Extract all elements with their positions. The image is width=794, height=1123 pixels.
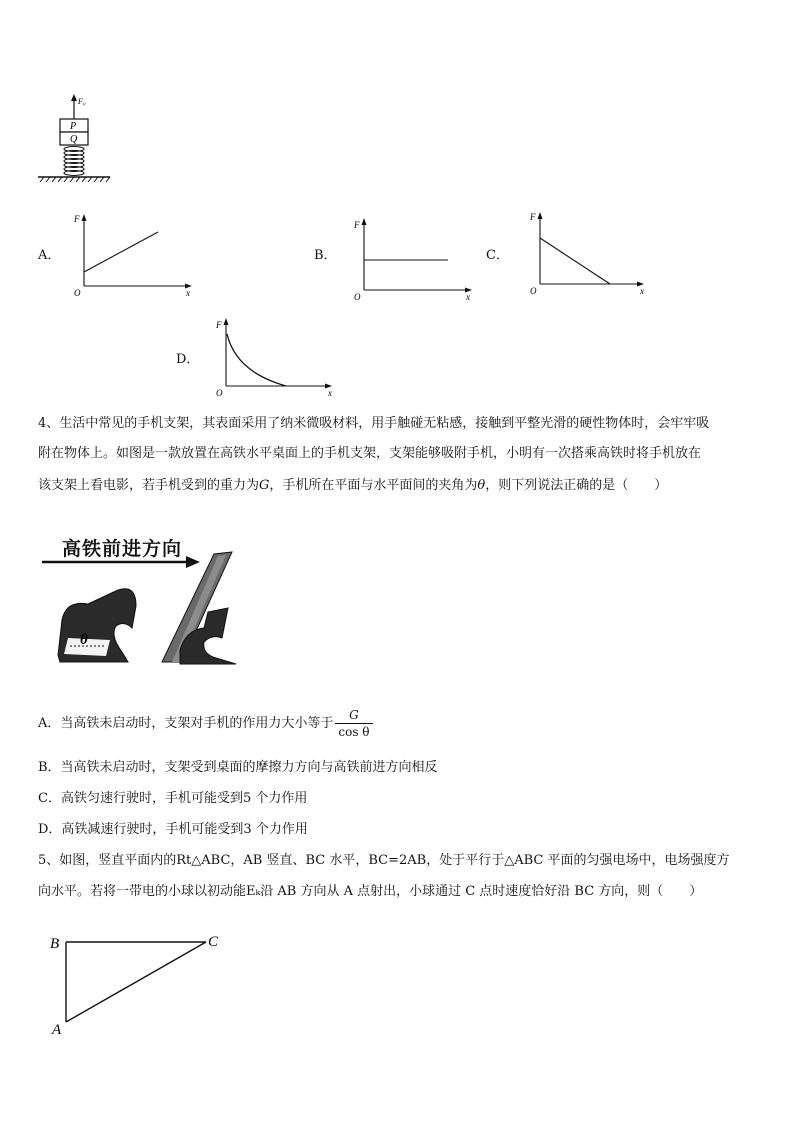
stand-angle-label: θ — [80, 632, 88, 648]
q4-option-b[interactable]: B．当高铁未启动时，支架受到桌面的摩擦力方向与高铁前进方向相反 — [38, 760, 438, 775]
q4-line-2: 附在物体上。如图是一款放置在高铁水平桌面上的手机支架，支架能够吸附手机，小明有一次搭乘高铁时将手机放在 — [38, 446, 702, 461]
fraction-numerator: G — [335, 707, 372, 724]
origin-label: O — [530, 286, 537, 294]
q4-line-1: 4、生活中常见的手机支架，其表面采用了纳米微吸材料，用手触碰无粘感，接触到平整光滑的硬性物体时，会牢牢吸 — [38, 416, 710, 431]
q4-option-d[interactable]: D．高铁减速行驶时，手机可能受到3 个力作用 — [38, 822, 308, 837]
origin-label: O — [74, 288, 81, 298]
x-label: x — [466, 292, 470, 300]
graph-line — [84, 232, 158, 272]
y-axis-arrow — [538, 212, 543, 219]
y-axis-arrow — [82, 214, 87, 221]
option-b-graph — [346, 214, 476, 300]
option-c-letter: C． — [486, 248, 509, 263]
vertex-b-label: B — [50, 936, 60, 952]
spring-blocks-figure — [30, 92, 120, 184]
y-axis-arrow — [224, 318, 229, 325]
q4-figure-title: 高铁前进方向 — [62, 538, 183, 560]
q4-gravity-symbol: G — [259, 478, 270, 493]
origin-label: O — [216, 388, 223, 398]
x-label: x — [640, 286, 644, 294]
q4-option-c[interactable]: C．高铁匀速行驶时，手机可能受到5 个力作用 — [38, 791, 308, 806]
option-a-letter: A． — [38, 248, 61, 263]
spring-coil — [64, 147, 84, 176]
graph-line — [540, 238, 610, 284]
vertex-c-label: C — [208, 934, 219, 950]
q4-line-3 — [38, 472, 667, 500]
direction-arrow-head — [186, 556, 200, 568]
option-b-letter: B． — [314, 248, 337, 263]
origin-label: O — [354, 292, 361, 300]
y-label: F — [354, 220, 360, 230]
force-label: F₀ — [78, 97, 86, 106]
q5-line-1: 5、如图，竖直平面内的Rt△ABC，AB 竖直、BC 水平，BC=2AB，处于平行于△ABC 平面的匀强电场中，电场强度方 — [38, 853, 730, 868]
y-label: F — [216, 320, 222, 330]
graph-curve — [227, 334, 286, 386]
q4-theta-symbol: θ — [477, 478, 486, 493]
option-d-letter: D． — [176, 352, 200, 367]
x-label: x — [186, 288, 190, 298]
option-c-graph — [522, 208, 652, 294]
side-ac — [66, 942, 206, 1022]
triangle-abc-figure — [40, 924, 240, 1044]
q4-line-3-a: 该支架上看电影，若手机受到的重力为 — [38, 478, 260, 493]
q4-option-a-fraction — [335, 707, 372, 740]
block-q-label: Q — [70, 134, 78, 145]
q4-option-a[interactable] — [38, 706, 373, 742]
y-label: F — [530, 212, 536, 222]
force-arrow-head — [71, 94, 77, 101]
phone-stand-figure — [40, 550, 250, 670]
vertex-a-label: A — [52, 1022, 62, 1038]
y-label: F — [74, 214, 80, 224]
x-label: x — [328, 388, 332, 398]
option-a-graph — [68, 212, 198, 298]
q4-option-a-text: A．当高铁未启动时，支架对手机的作用力大小等于 — [38, 716, 334, 731]
q5-line-2: 向水平。若将一带电的小球以初动能Eₖ沿 AB 方向从 A 点射出，小球通过 C 点时速度恰好沿 BC 方向，则（ ） — [38, 884, 703, 899]
q4-line-3-c: ，则下列说法正确的是（ ） — [485, 478, 668, 493]
block-p-label: P — [70, 121, 77, 132]
fraction-denominator: cos θ — [338, 725, 370, 739]
option-d-graph — [206, 314, 340, 402]
y-axis-arrow — [362, 218, 367, 225]
q4-line-3-b: ，手机所在平面与水平面间的夹角为 — [269, 478, 478, 493]
